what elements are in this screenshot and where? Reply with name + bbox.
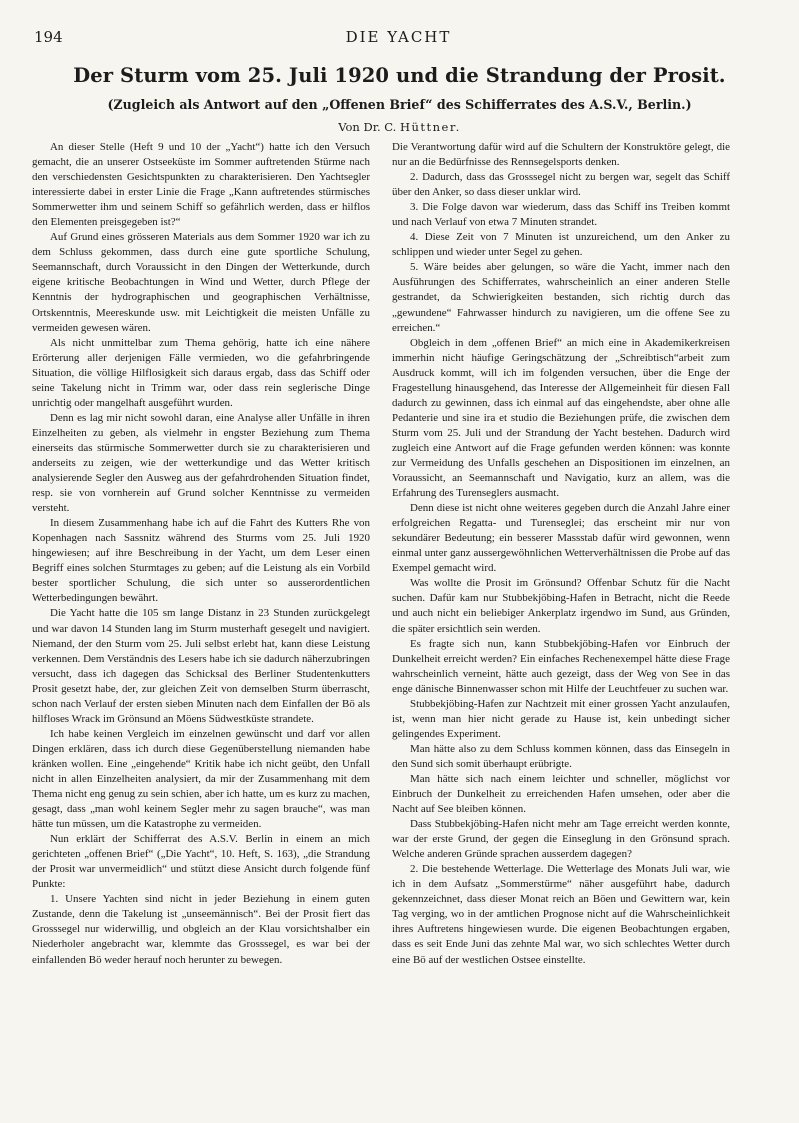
left-column xyxy=(32,140,370,1100)
paragraph: Man hätte sich nach einem leichter und schneller, möglichst vor Einbruch der Dunkelheit zu erreichenden Hafen umsehen, oder aber die Nacht auf See bleiben können. xyxy=(392,772,730,816)
paragraph: An dieser Stelle (Heft 9 und 10 der „Yacht“) hatte ich den Versuch gemacht, die an unserer Ostseeküste im Sommer auftretenden Stürme nach den verschiedensten Gesichtspunkten zu charakterisieren. Den Yachtsegler interessierte dabei in erster Linie die Frage „Kann auftretendes stürmisches Sommerwetter ihm und seinem Schiff so gefährlich werden, dass er hilflos den Elementen preisgegeben ist?“ xyxy=(32,141,370,229)
paragraph: Obgleich in dem „offenen Brief“ an mich eine in Akademikerkreisen immerhin nicht häufige Geringschätzung der „Schreibtisch“arbeit zum Ausdruck kommt, will ich im folgenden versuchen, über die Enge der Fragestellung hinausgehend, das Interesse der Allgemeinheit für diesen Fall dadurch zu gewinnen, dass ich einmal auf das eingehendste, aber ohne alle Pedanterie und sine ira et studio die Beziehungen prüfe, die zwischen dem Sturm vom 25. Juli und der Strandung der Yacht bestehen. Dadurch wird zugleich eine Antwort auf die Frage gefunden werden können: was konnte zur Vermeidung des Unfalls geschehen an Dispositionen im einzelnen, an Voraussicht, an Seemannschaft und Navigatio, kurz an allem, was die Erfahrung des Turenseglers ausmacht. xyxy=(392,336,730,500)
right-column xyxy=(392,140,730,1100)
page-header xyxy=(34,28,763,50)
paragraph: In diesem Zusammenhang habe ich auf die Fahrt des Kutters Rhe von Kopenhagen nach Sassnitz während des Sturms vom 25. Juli 1920 hingewiesen; auf ihre Beschreibung in der Yacht, um dem Leser einen Begriff eines solchen Sturmtages zu geben; auf die Leistung als ein Vorbild bester sportlicher Schulung, die sich unter so ausserordentlichen Wetterbedingungen bewährt. xyxy=(32,517,370,605)
page-number: 194 xyxy=(34,28,63,46)
paragraph: Denn es lag mir nicht sowohl daran, eine Analyse aller Unfälle in ihren Einzelheiten zu geben, als vielmehr in engster Beziehung zum Thema einerseits das stürmische Sommerwetter durch sie zu charakterisieren und anderseits zu zeigen, wie der wetterkundige und das Wetter kritisch analysierende Segler den Ausweg aus der gefahrdrohenden Situation findet, resp. sie von vornherein auf Grund solcher Kenntnisse zu vermeiden versteht. xyxy=(32,411,370,515)
paragraph: 4. Diese Zeit von 7 Minuten ist unzureichend, um den Anker zu schlippen und wieder unter Segel zu gehen. xyxy=(392,231,730,259)
byline xyxy=(0,120,799,134)
paragraph: Die Yacht hatte die 105 sm lange Distanz in 23 Stunden zurückgelegt und war davon 14 Stunden lang im Sturm musterhaft gesegelt und navigiert. Niemand, der den Sturm vom 25. Juli selbst erlebt hat, kann diese Leistung verkennen. Dem Verständnis des Lesers habe ich sie dadurch näherzubringen versucht, dass ich dagegen das Schicksal des Berliner Studentenkutters Prosit gesetzt habe, der, zur gleichen Zeit von demselben Sturm überrascht, schon nach Verlauf der ersten sieben Minuten nach dem Einfallen der Bö als hilfloses Wrack im Grönsund an Möens Südwestküste strandete. xyxy=(32,607,370,725)
paragraph: 1. Unsere Yachten sind nicht in jeder Beziehung in einem guten Zustande, denn die Takelung ist „unseemännisch“. Bei der Prosit fiert das Grosssegel nur widerwillig, und obgleich an der Klau vorsichtshalber ein Niederholer angebracht war, klemmte das Grosssegel, es war bei der einfallenden Bö weder herauf noch herunter zu bewegen. xyxy=(32,893,370,966)
paragraph: Es fragte sich nun, kann Stubbekjöbing-Hafen vor Einbruch der Dunkelheit erreicht werden? Ein einfaches Rechenexempel hätte diese Frage wahrscheinlich verneint, hätte auch gezeigt, dass der Weg von See in das enge dänische Binnenwasser schon mit Hilfe der Leuchtfeuer zu suchen war. xyxy=(392,637,730,695)
paragraph: 2. Die bestehende Wetterlage. Die Wetterlage des Monats Juli war, wie ich in dem Aufsatz „Sommerstürme“ näher ausgeführt habe, dadurch gekennzeichnet, dass dieser Monat reich an Böen und Gewittern war, kein Tag verging, wo in der amtlichen Prognose nicht auf die Wahrscheinlichkeit ihres Auftretens hingewiesen wurde. Die eigenen Beobachtungen ergaben, dass es seit Ende Juni das zehnte Mal war, wo sich schlechtes Wetter durch eine Bö auf der westlichen Ostsee einstellte. xyxy=(392,863,730,966)
byline-prefix: Von Dr. C. xyxy=(338,120,397,134)
paragraph: Als nicht unmittelbar zum Thema gehörig, hatte ich eine nähere Erörterung aller derjenigen Fälle vermieden, wo die gefahrbringende Situation, die völlige Hilflosigkeit sich daraus ergab, dass das Schiff oder seine Takelung nicht in Trimm war, oder dass rein seglerische Dinge unrichtig oder mangelhaft ausgeführt wurden. xyxy=(32,336,370,409)
paragraph: 2. Dadurch, dass das Grosssegel nicht zu bergen war, segelt das Schiff über den Anker, so dass dieser unklar wird. xyxy=(392,171,730,199)
paragraph: Denn diese ist nicht ohne weiteres gegeben durch die Anzahl Jahre einer erfolgreichen Regatta- und Turenseglei; das erscheint mir nur von sekundärer Bedeutung; ein besserer Massstab dafür wird gewonnen, wenn einmal unter ganz aussergewöhnlichen Wetterverhältnissen die Probe auf das Exempel gemacht wird. xyxy=(392,502,730,575)
paragraph: Dass Stubbekjöbing-Hafen nicht mehr am Tage erreicht werden konnte, war der erste Grund, der gegen die Einseglung in den Grönsund sprach. Welche anderen Gründe sprachen ausserdem dagegen? xyxy=(392,818,730,861)
paragraph: Man hätte also zu dem Schluss kommen können, dass das Einsegeln in den Sund sich somit überhaupt erübrigte. xyxy=(392,742,730,770)
paragraph: Nun erklärt der Schifferrat des A.S.V. Berlin in einem an mich gerichteten „offenen Brief“ („Die Yacht“, 10. Heft, S. 163), „die Strandung der Prosit war unvermeidlich“ und stützt diese Ansicht durch folgende fünf Punkte: xyxy=(32,833,370,891)
paragraph: Die Verantwortung dafür wird auf die Schultern der Konstruktöre gelegt, die nur an die Bedürfnisse des Rennsegelsports denken. xyxy=(392,141,730,169)
running-title: DIE YACHT xyxy=(345,28,452,46)
paragraph: Auf Grund eines grösseren Materials aus dem Sommer 1920 war ich zu dem Schluss gekommen, dass durch eine gute sportliche Schulung, Seemannschaft, durch Voraussicht in den Dingen der Wetterkunde, durch eigene kritische Beobachtungen in Wind und Wetter, durch Pflege der Kenntnis der hydrographischen und geographischen Verhältnisse, Ortskenntnis, Meereskunde usw. mit Leichtigkeit die meisten Unfälle zu vermeiden gewesen wären. xyxy=(32,231,370,334)
article-subtitle: (Zugleich als Antwort auf den „Offenen Brief“ des Schifferrates des A.S.V., Berlin.) xyxy=(107,97,692,112)
author-name: Hüttner. xyxy=(399,120,461,134)
article-title: Der Sturm vom 25. Juli 1920 und die Strandung der Prosit. xyxy=(73,64,726,87)
paragraph: Was wollte die Prosit im Grönsund? Offenbar Schutz für die Nacht suchen. Dafür kam nur Stubbekjöbing-Hafen in Betracht, nicht die Reede und auch nicht ein beliebiger Ankerplatz irgendwo im Sund, aus Gründen, die später ersichtlich sein werden. xyxy=(392,577,730,635)
paragraph: Stubbekjöbing-Hafen zur Nachtzeit mit einer grossen Yacht anzulaufen, ist, wenn man hier nicht gerade zu Hause ist, kein unbedingt sicher gelingendes Experiment. xyxy=(392,697,730,740)
paragraph: Ich habe keinen Vergleich im einzelnen gewünscht und darf vor allen Dingen erklären, dass ich durch diese Gegenüberstellung niemanden habe kränken wollen. Eine „eingehende“ Kritik habe ich nicht geübt, den Unfall nicht in allen Einzelheiten analysiert, da mir der Zusammenhang mit dem Thema nicht eng genug zu sein schien, aber ich hatte, um es kurz zu machen, gesagt, dass „man wohl keinem Segler mehr zu sagen brauche“, was man hätte tun müssen, um die Katastrophe zu vermeiden. xyxy=(32,727,370,831)
paragraph: 3. Die Folge davon war wiederum, dass das Schiff ins Treiben kommt und nach Verlauf von etwa 7 Minuten strandet. xyxy=(392,201,730,229)
paragraph: 5. Wäre beides aber gelungen, so wäre die Yacht, immer nach den Ausführungen des Schifferrates, wahrscheinlich an einer anderen Stelle gestrandet, da Schwierigkeiten bestanden, sich richtig durch das „gewundene“ Fahrwasser hindurch zu navigieren, um die offene See zu erreichen.“ xyxy=(392,261,730,334)
